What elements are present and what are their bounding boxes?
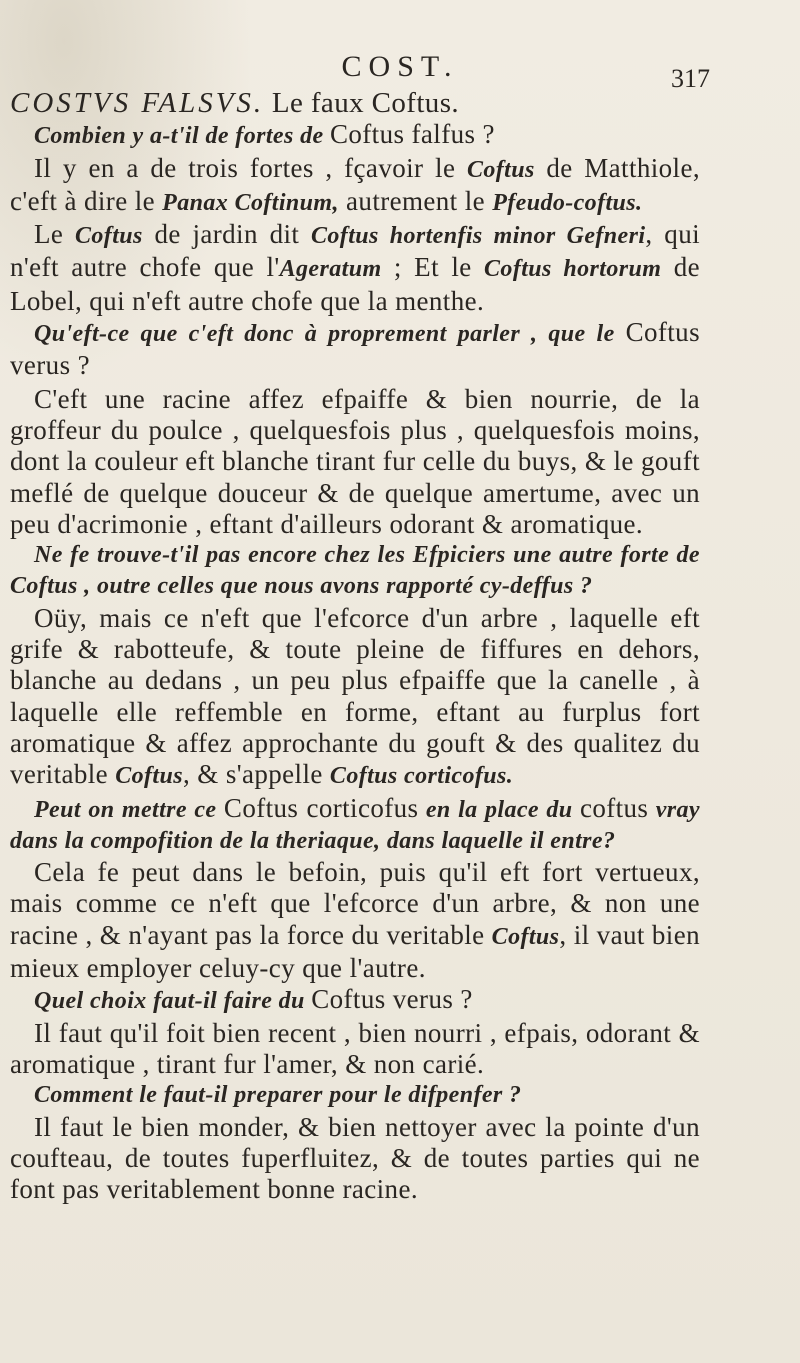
question-1: Combien y a-t'il de fortes de Coftus falfus ? [34, 119, 495, 150]
section-heading-latin: COSTVS FALSVS. [10, 87, 265, 119]
answer-1: Il y en a de trois fortes , fçavoir le Coftus de Matthiole, c'eft à dire le Panax Coftinum, autrement le Pfeudo-coftus. [10, 152, 700, 216]
page-number: 317 [671, 64, 710, 93]
answer-3: Oüy, mais ce n'eft que l'efcorce d'un arbre , laquelle eft grife & rabotteufe, & toute pleine de fiffures en dehors, blanche au dedans , un peu plus efpaiffe que la canelle , à laquelle elle reffemble en forme, eftant au furplus fort aromatique & affez approchante du gouft & des qualitez du veritable Coftus, & s'appelle Coftus corticofus. [10, 602, 700, 790]
question-6: Comment le faut-il preparer pour le difpenfer ? [34, 1082, 522, 1109]
answer-2: C'eft une racine affez efpaiffe & bien nourrie, de la groffeur du poulce , quelquesfois plus , quelquesfois moins, dont la couleur eft blanche tirant fur celle du buys, & le gouft meflé de quelque douceur & de quelque amertume, avec un peu d'acrimonie , eftant d'ailleurs odorant & aromatique. [10, 383, 700, 539]
section-heading [10, 88, 700, 119]
answer-4: Cela fe peut dans le befoin, puis qu'il eft fort vertueux, mais comme ce n'eft que l'efcorce d'un arbre, & non une racine , & n'ayant pas la force du veritable Coftus, il vaut bien mieux employer celuy-cy que l'autre. [10, 857, 700, 984]
question-4: Peut on mettre ce Coftus corticofus en la place du coftus vray dans la compofition de la theriaque, dans laquelle il entre? [10, 792, 700, 854]
question-5: Quel choix faut-il faire du Coftus verus ? [34, 984, 473, 1015]
answer-6: Il faut le bien monder, & bien nettoyer avec la pointe d'un coufteau, de toutes fuperfluitez, & de toutes parties qui ne font pas veritablement bonne racine. [10, 1111, 700, 1205]
answer-1-continued: Le Coftus de jardin dit Coftus hortenfis minor Gefneri, qui n'eft autre chofe que l'Ageratum ; Et le Coftus hortorum de Lobel, qui n'eft autre chofe que la menthe. [10, 219, 700, 316]
answer-5: Il faut qu'il foit bien recent , bien nourri , efpais, odorant & aromatique , tirant fur l'amer, & non carié. [10, 1017, 700, 1079]
question-3: Ne fe trouve-t'il pas encore chez les Efpiciers une autre forte de Coftus , outre celles que nous avons rapporté cy-deffus ? [10, 542, 700, 600]
running-head: COST. [341, 50, 459, 83]
body-text [10, 88, 700, 1205]
question-2: Qu'eft-ce que c'eft donc à proprement parler , que le Coftus verus ? [10, 317, 700, 381]
section-heading-french: Le faux Coftus. [271, 87, 460, 119]
